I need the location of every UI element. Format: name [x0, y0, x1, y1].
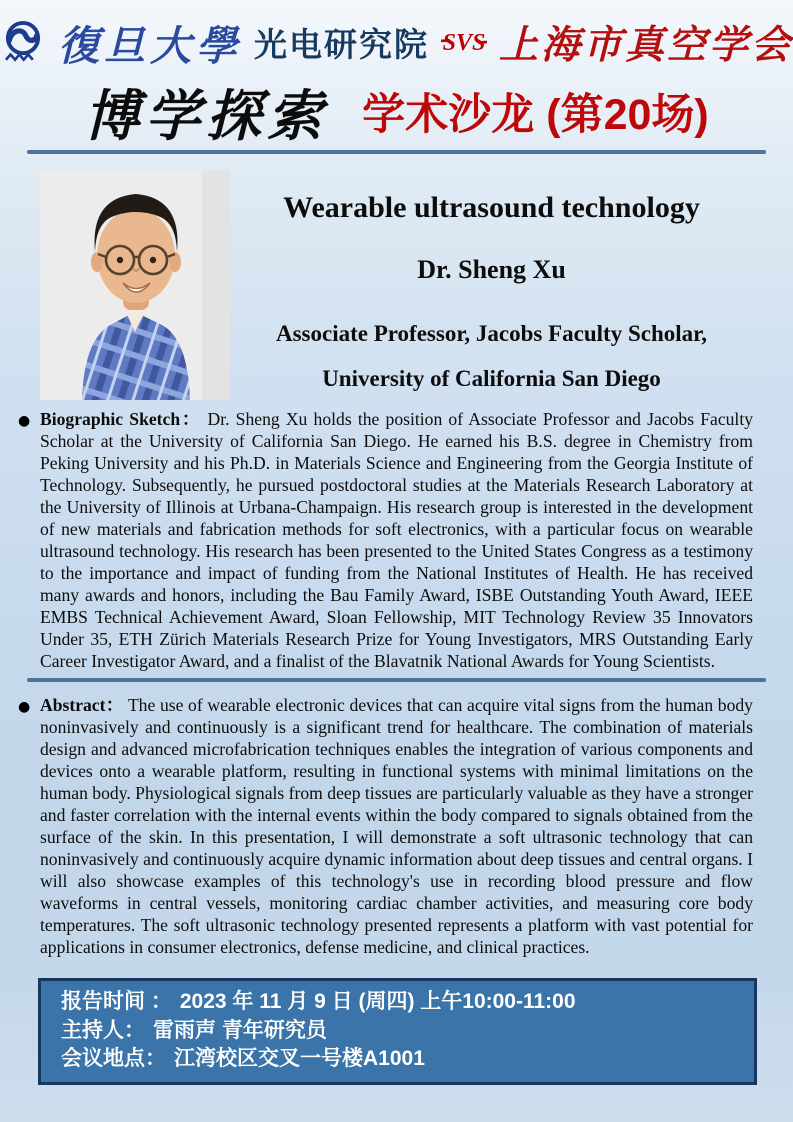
bio-label: Biographic Sketch：: [40, 409, 202, 429]
photonics-institute-logo-icon: [0, 11, 46, 73]
venue-value: 江湾校区交叉一号楼A1001: [174, 1047, 425, 1070]
affiliation-line-1: Associate Professor, Jacobs Faculty Scholar,: [275, 321, 707, 346]
abstract-bullet-icon: ●: [18, 699, 31, 715]
abstract-label: Abstract：: [40, 695, 124, 715]
section-divider: [27, 678, 766, 682]
time-value: 2023 年 11 月 9 日 (周四) 上午10:00-11:00: [179, 990, 576, 1013]
bio-bullet-icon: ●: [18, 413, 31, 429]
host-value: 雷雨声 青年研究员: [153, 1018, 327, 1042]
logo-row: [0, 0, 793, 74]
bio-section: [18, 408, 753, 672]
affiliation-line-2: University of California San Diego: [322, 366, 661, 391]
host-label: 主持人：: [61, 1018, 145, 1042]
speaker-section: [40, 170, 753, 400]
event-details-box: [38, 978, 757, 1085]
venue-line: [61, 1045, 744, 1074]
abstract-section: [18, 694, 753, 958]
venue-label: 会议地点：: [61, 1047, 166, 1070]
speaker-photo: [40, 170, 230, 400]
title-block: [230, 170, 753, 400]
host-line: [61, 1017, 744, 1046]
header-divider: [27, 150, 766, 154]
svg-text:SVS: SVS: [442, 30, 486, 57]
bio-paragraph: [40, 408, 753, 672]
bio-text: Dr. Sheng Xu holds the position of Associate Professor and Jacobs Faculty Scholar at the University of California San Diego. He earned his B.S. degree in Chemistry from Peking University and his Ph.D. in Materials Science and Engineering from the Georgia Institute of Technology. Subsequently, he pursued postdoctoral studies at the Materials Research Laboratory at the University of Illinois at Urbana-Champaign. His research group is interested in the development of new materials and fabrication methods for soft electronics, with a particular focus on wearable ultrasound technology. His research has been presented to the United States Congress as a testimony to the importance and impact of funding from the National Institutes of Health. He has received many awards and honors, including the Bau Family Award, ISBE Outstanding Youth Award, IEEE EMBS Technical Achievement Award, Sloan Fellowship, MIT Technology Review 35 Innovators Under 35, ETH Zürich Materials Research Prize for Young Investigators, MRS Outstanding Early Career Investigator Award, and a finalist of the Blavatnik National Awards for Young Scientists.: [40, 409, 753, 671]
abstract-paragraph: [40, 694, 753, 958]
speaker-name: Dr. Sheng Xu: [417, 255, 566, 284]
svs-society-logo-icon: [441, 13, 487, 71]
time-line: [61, 988, 744, 1017]
institute-name: 光电研究院: [253, 27, 429, 64]
university-name: 復旦大學: [57, 22, 242, 69]
banner-row: [0, 74, 793, 148]
time-label: 报告时间 ：: [61, 990, 172, 1013]
society-name: 上海市真空学会: [498, 24, 793, 67]
abstract-text: The use of wearable electronic devices that can acquire vital signs from the human body noninvasively and continuously is a significant trend for healthcare. The combination of materials design and advanced microfabrication techniques enables the integration of various components and devices onto a wearable platform, resulting in functional systems with minimal limitations on the human body. Physiological signals from deep tissues are particularly valuable as they have a stronger and faster correlation with the internal events within the body compared to signals obtained from the surface of the skin. In this presentation, I will demonstrate a soft ultrasonic technology that can noninvasively and continuously acquire dynamic information about deep tissues and central organs. I will also showcase examples of this technology's use in recording blood pressure and flow waveforms in central vessels, monitoring cardiac chamber activities, and measuring core body temperatures. The soft ultrasonic technology presented represents a platform with vast potential for applications in consumer electronics, defense medicine, and clinical practices.: [40, 695, 753, 957]
talk-title: Wearable ultrasound technology: [283, 191, 700, 224]
slogan-calligraphy: 博学探索: [84, 85, 329, 147]
series-title: 学术沙龙 (第20场): [362, 90, 709, 139]
